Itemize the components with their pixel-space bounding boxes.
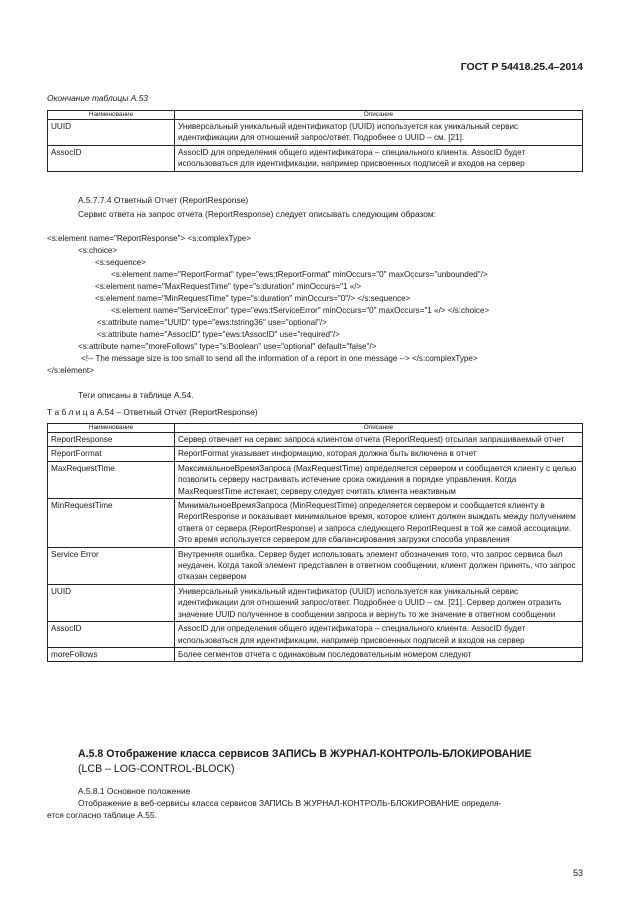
table-row (48, 447, 583, 461)
code-line: <s:attribute name="AssocID" type="ews:tAssocID" use="required"/> (97, 330, 340, 339)
row-name: MaxRequestTime (48, 461, 175, 498)
table-header-row (48, 424, 583, 433)
col-desc-header: Описание (175, 111, 583, 120)
section-subheading-lcb: (LCB – LOG-CONTROL-BLOCK) (78, 763, 235, 775)
table-row (48, 547, 583, 584)
row-desc: Более сегментов отчета с одинаковым последовательным номером следуют (175, 647, 583, 661)
row-desc: Сервер отвечает на сервис запроса клиентом отчета (ReportRequest) отсылая запрашиваемый отчет (175, 433, 583, 447)
row-desc: AssocID для определения общего идентификатора – специального клиента. AssocID будет использоваться для идентификации, например присвоенных подписей и входов на сервер (175, 622, 583, 648)
row-desc: ReportFormat указывает информацию, которая должна быть включена в отчет (175, 447, 583, 461)
col-name-header: Наименование (48, 111, 175, 120)
code-line: <s:sequence> (95, 258, 146, 267)
row-name: ReportFormat (48, 447, 175, 461)
table-row (48, 461, 583, 498)
section-heading-a58: А.5.8 Отображение класса сервисов ЗАПИСЬ В ЖУРНАЛ-КОНТРОЛЬ-БЛОКИРОВАНИЕ (78, 748, 532, 760)
row-desc: Внутренняя ошибка. Сервер будет использовать элемент обозначения того, что запрос сервиса был неудачен. Когда такой элемент представлен в ответном сообщении, клиент должен принять, что запрос отказан сервером (175, 547, 583, 584)
col-name-header: Наименование (48, 424, 175, 433)
table-header-row (48, 111, 583, 120)
code-line: <s:attribute name="moreFollows" type="s:Boolean" use="optional" default="false"/> (78, 342, 377, 351)
row-desc: AssocID для определения общего идентификатора – специального клиента. AssocID будет использоваться для идентификации, например присвоенных подписей и входов на сервер (175, 145, 583, 171)
code-line: <s:element name="ReportResponse"> <s:complexType> (47, 234, 251, 243)
col-desc-header: Описание (175, 424, 583, 433)
tags-note: Теги описаны в таблице А.54. (78, 390, 194, 400)
row-name: moreFollows (48, 647, 175, 661)
row-desc: МаксимальноеВремяЗапроса (MaxRequestTime) определяется сервером и сообщается клиенту с целью позволить серверу настраивать истечение срока ожидания в порядке управления. Когда MaxRequestTime истекает, серверу следует считать клиента неактивным (175, 461, 583, 498)
code-line: <!-- The message size is too small to send all the information of a report in one message --> </s:complexType> (81, 354, 478, 363)
code-line: <s:element name="MaxRequestTime" type="s:duration" minOccurs="1 «/> (95, 282, 362, 291)
table-54 (47, 423, 583, 662)
table-row (48, 584, 583, 621)
code-line: <s:attribute name="UUID" type="ews:tstring36" use="optional"/> (97, 318, 327, 327)
page-number: 53 (572, 868, 583, 878)
row-name: UUID (48, 120, 175, 146)
standard-header: ГОСТ Р 54418.25.4–2014 (460, 61, 583, 73)
table-row (48, 647, 583, 661)
row-name: MinRequestTime (48, 499, 175, 548)
row-name: ReportResponse (48, 433, 175, 447)
table-53 (47, 110, 583, 172)
paragraph-line: Отображение в веб-сервисы класса сервисов ЗАПИСЬ В ЖУРНАЛ-КОНТРОЛЬ-БЛОКИРОВАНИЕ определя- (78, 798, 502, 808)
table-54-caption: Т а б л и ц а А.54 – Ответный Отчет (ReportResponse) (47, 407, 258, 417)
paragraph-line: ется согласно таблице А.55. (47, 810, 157, 820)
code-line: <s:element name="ReportFormat" type="ews:tReportFormat" minOccurs="0" maxOccurs="unbounded"/> (111, 270, 488, 279)
table-row (48, 120, 583, 146)
section-intro: Сервис ответа на запрос отчета (ReportResponse) следует описывать следующим образом: (78, 209, 437, 219)
row-name: UUID (48, 584, 175, 621)
row-desc: Универсальный уникальный идентификатор (UUID) используется как уникальный сервис идентификации для отношений запрос/ответ. Подробнее о UUID – см. [21]. (175, 120, 583, 146)
row-desc: МинимальноеВремяЗапроса (MinRequestTime) определяется сервером и сообщается клиенту в ReportResponse и показывает минимальное время, которое клиент должен выждать между получением ответа от сервера (ReportResponse) и запроса следующего ReportRequest в той же самой ассоциации. Это время используется сервером для сбалансирования загрузки способа управления (175, 499, 583, 548)
code-line: <s:element name="ServiceError" type="ews:tServiceError" minOccurs="0" maxOccurs="1 «/> </s:choice> (111, 306, 490, 315)
row-name: AssocID (48, 145, 175, 171)
table-row (48, 499, 583, 548)
code-line: </s:element> (47, 366, 94, 375)
table-row (48, 145, 583, 171)
table-row (48, 622, 583, 648)
section-heading-a5774: А.5.7.7.4 Ответный Отчет (ReportResponse) (78, 195, 249, 205)
row-name: AssocID (48, 622, 175, 648)
code-line: <s:element name="MinRequestTime" type="s:duration" minOccurs="0"/> </s:sequence> (95, 294, 411, 303)
table-row (48, 433, 583, 447)
table-53-caption: Окончание таблицы А.53 (47, 93, 148, 103)
row-desc: Универсальный уникальный идентификатор (UUID) используется как уникальный сервис идентификации для отношений запрос/ответ. Подробнее о UUID – см. [21]. Сервер должен отразить значение UUID полученное в сообщении запроса и вернуть то же значение в ответном сообщении (175, 584, 583, 621)
section-heading-a581: А.5.8.1 Основное положение (78, 786, 191, 796)
code-line: <s:choice> (78, 246, 118, 255)
row-name: Service Error (48, 547, 175, 584)
